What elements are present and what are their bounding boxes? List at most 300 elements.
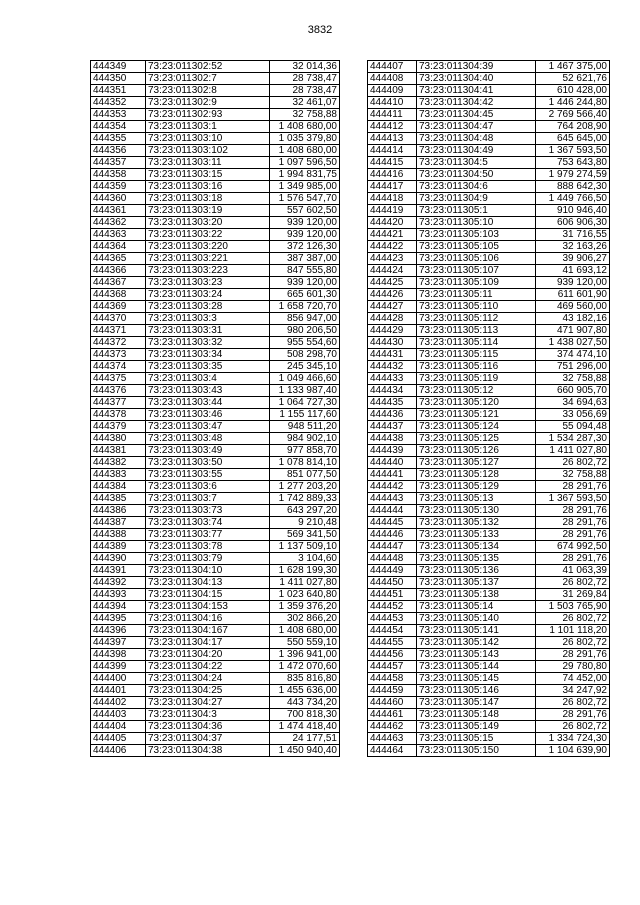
row-number: 444397: [91, 637, 146, 649]
cadastral-number: 73:23:011303:77: [146, 529, 270, 541]
row-number: 444442: [368, 481, 417, 493]
table-row: [368, 109, 610, 121]
table-row: [91, 337, 340, 349]
cadastral-value: 1 155 117,60: [270, 409, 340, 421]
table-row: [91, 61, 340, 73]
row-number: 444427: [368, 301, 417, 313]
table-row: [91, 193, 340, 205]
cadastral-value: 569 341,50: [270, 529, 340, 541]
cadastral-number: 73:23:011303:19: [146, 205, 270, 217]
row-number: 444424: [368, 265, 417, 277]
cadastral-number: 73:23:011303:7: [146, 493, 270, 505]
table-row: [91, 733, 340, 745]
cadastral-value: 955 554,60: [270, 337, 340, 349]
row-number: 444401: [91, 685, 146, 697]
row-number: 444413: [368, 133, 417, 145]
cadastral-number: 73:23:011303:20: [146, 217, 270, 229]
cadastral-value: 1 133 987,40: [270, 385, 340, 397]
row-number: 444404: [91, 721, 146, 733]
cadastral-value: 948 511,20: [270, 421, 340, 433]
cadastral-value: 32 758,88: [536, 373, 610, 385]
table-row: [91, 397, 340, 409]
table-row: [368, 577, 610, 589]
cadastral-number: 73:23:011302:93: [146, 109, 270, 121]
cadastral-value: 910 946,40: [536, 205, 610, 217]
row-number: 444433: [368, 373, 417, 385]
table-row: [91, 349, 340, 361]
row-number: 444416: [368, 169, 417, 181]
cadastral-number: 73:23:011303:102: [146, 145, 270, 157]
cadastral-number: 73:23:011304:22: [146, 661, 270, 673]
cadastral-value: 1 023 640,80: [270, 589, 340, 601]
row-number: 444420: [368, 217, 417, 229]
table-row: [91, 553, 340, 565]
row-number: 444352: [91, 97, 146, 109]
row-number: 444387: [91, 517, 146, 529]
cadastral-number: 73:23:011303:16: [146, 181, 270, 193]
row-number: 444408: [368, 73, 417, 85]
row-number: 444381: [91, 445, 146, 457]
row-number: 444378: [91, 409, 146, 421]
cadastral-value: 1 455 636,00: [270, 685, 340, 697]
cadastral-number: 73:23:011305:113: [417, 325, 536, 337]
table-row: [368, 121, 610, 133]
table-row: [368, 649, 610, 661]
row-number: 444461: [368, 709, 417, 721]
table-row: [91, 625, 340, 637]
cadastral-number: 73:23:011303:28: [146, 301, 270, 313]
cadastral-number: 73:23:011304:6: [417, 181, 536, 193]
cadastral-value: 1 101 118,20: [536, 625, 610, 637]
cadastral-value: 31 269,84: [536, 589, 610, 601]
cadastral-number: 73:23:011305:146: [417, 685, 536, 697]
row-number: 444410: [368, 97, 417, 109]
cadastral-value: 610 428,00: [536, 85, 610, 97]
row-number: 444389: [91, 541, 146, 553]
cadastral-number: 73:23:011302:7: [146, 73, 270, 85]
table-row: [91, 133, 340, 145]
table-row: [91, 517, 340, 529]
row-number: 444456: [368, 649, 417, 661]
row-number: 444412: [368, 121, 417, 133]
table-row: [91, 433, 340, 445]
row-number: 444406: [91, 745, 146, 757]
cadastral-number: 73:23:011303:31: [146, 325, 270, 337]
cadastral-value: 1 450 940,40: [270, 745, 340, 757]
cadastral-number: 73:23:011303:79: [146, 553, 270, 565]
cadastral-number: 73:23:011305:124: [417, 421, 536, 433]
cadastral-value: 1 411 027,80: [270, 577, 340, 589]
cadastral-number: 73:23:011305:142: [417, 637, 536, 649]
table-row: [91, 289, 340, 301]
row-number: 444417: [368, 181, 417, 193]
cadastral-number: 73:23:011304:5: [417, 157, 536, 169]
row-number: 444429: [368, 325, 417, 337]
cadastral-number: 73:23:011305:129: [417, 481, 536, 493]
table-row: [91, 493, 340, 505]
cadastral-value: 443 734,20: [270, 697, 340, 709]
row-number: 444367: [91, 277, 146, 289]
row-number: 444447: [368, 541, 417, 553]
table-row: [91, 457, 340, 469]
cadastral-value: 28 291,76: [536, 481, 610, 493]
row-number: 444361: [91, 205, 146, 217]
cadastral-value: 1 078 814,10: [270, 457, 340, 469]
table-row: [368, 73, 610, 85]
cadastral-value: 1 367 593,50: [536, 493, 610, 505]
row-number: 444384: [91, 481, 146, 493]
cadastral-value: 977 858,70: [270, 445, 340, 457]
cadastral-value: 1 064 727,30: [270, 397, 340, 409]
cadastral-value: 471 907,80: [536, 325, 610, 337]
cadastral-number: 73:23:011305:103: [417, 229, 536, 241]
row-number: 444364: [91, 241, 146, 253]
cadastral-value: 1 359 376,20: [270, 601, 340, 613]
row-number: 444439: [368, 445, 417, 457]
row-number: 444355: [91, 133, 146, 145]
table-row: [368, 325, 610, 337]
cadastral-value: 34 694,63: [536, 397, 610, 409]
row-number: 444372: [91, 337, 146, 349]
row-number: 444360: [91, 193, 146, 205]
row-number: 444376: [91, 385, 146, 397]
cadastral-value: 387 387,00: [270, 253, 340, 265]
cadastral-value: 469 560,00: [536, 301, 610, 313]
cadastral-number: 73:23:011303:1: [146, 121, 270, 133]
row-number: 444460: [368, 697, 417, 709]
cadastral-value: 1 277 203,20: [270, 481, 340, 493]
table-row: [91, 697, 340, 709]
row-number: 444383: [91, 469, 146, 481]
table-row: [91, 265, 340, 277]
table-row: [91, 589, 340, 601]
table-row: [91, 637, 340, 649]
row-number: 444435: [368, 397, 417, 409]
cadastral-number: 73:23:011305:150: [417, 745, 536, 757]
cadastral-number: 73:23:011303:4: [146, 373, 270, 385]
cadastral-number: 73:23:011303:10: [146, 133, 270, 145]
table-row: [368, 265, 610, 277]
cadastral-number: 73:23:011305:145: [417, 673, 536, 685]
row-number: 444409: [368, 85, 417, 97]
cadastral-number: 73:23:011303:32: [146, 337, 270, 349]
row-number: 444414: [368, 145, 417, 157]
table-row: [91, 325, 340, 337]
cadastral-number: 73:23:011303:48: [146, 433, 270, 445]
cadastral-number: 73:23:011305:149: [417, 721, 536, 733]
cadastral-value: 856 947,00: [270, 313, 340, 325]
cadastral-value: 1 367 593,50: [536, 145, 610, 157]
table-row: [368, 397, 610, 409]
row-number: 444368: [91, 289, 146, 301]
row-number: 444395: [91, 613, 146, 625]
row-number: 444390: [91, 553, 146, 565]
cadastral-value: 374 474,10: [536, 349, 610, 361]
row-number: 444444: [368, 505, 417, 517]
cadastral-value: 24 177,51: [270, 733, 340, 745]
cadastral-number: 73:23:011303:74: [146, 517, 270, 529]
row-number: 444436: [368, 409, 417, 421]
cadastral-number: 73:23:011304:45: [417, 109, 536, 121]
cadastral-number: 73:23:011304:20: [146, 649, 270, 661]
table-row: [91, 253, 340, 265]
row-number: 444363: [91, 229, 146, 241]
cadastral-value: 28 291,76: [536, 529, 610, 541]
cadastral-number: 73:23:011305:1: [417, 205, 536, 217]
row-number: 444440: [368, 457, 417, 469]
cadastral-value: 851 077,50: [270, 469, 340, 481]
table-row: [368, 337, 610, 349]
row-number: 444350: [91, 73, 146, 85]
cadastral-number: 73:23:011304:41: [417, 85, 536, 97]
cadastral-number: 73:23:011303:44: [146, 397, 270, 409]
row-number: 444443: [368, 493, 417, 505]
table-row: [91, 241, 340, 253]
table-row: [368, 661, 610, 673]
cadastral-number: 73:23:011305:132: [417, 517, 536, 529]
table-row: [368, 61, 610, 73]
cadastral-number: 73:23:011305:133: [417, 529, 536, 541]
cadastral-number: 73:23:011305:140: [417, 613, 536, 625]
cadastral-value: 28 291,76: [536, 553, 610, 565]
row-number: 444432: [368, 361, 417, 373]
row-number: 444356: [91, 145, 146, 157]
cadastral-number: 73:23:011304:9: [417, 193, 536, 205]
table-row: [91, 217, 340, 229]
row-number: 444393: [91, 589, 146, 601]
cadastral-value: 32 758,88: [270, 109, 340, 121]
cadastral-number: 73:23:011304:50: [417, 169, 536, 181]
row-number: 444392: [91, 577, 146, 589]
cadastral-value: 1 438 027,50: [536, 337, 610, 349]
cadastral-value: 2 769 566,40: [536, 109, 610, 121]
row-number: 444425: [368, 277, 417, 289]
table-row: [368, 625, 610, 637]
cadastral-number: 73:23:011304:153: [146, 601, 270, 613]
table-row: [368, 169, 610, 181]
table-row: [368, 613, 610, 625]
cadastral-number: 73:23:011303:223: [146, 265, 270, 277]
row-number: 444458: [368, 673, 417, 685]
table-row: [368, 289, 610, 301]
cadastral-number: 73:23:011305:13: [417, 493, 536, 505]
table-row: [368, 385, 610, 397]
table-row: [368, 553, 610, 565]
cadastral-value: 606 906,30: [536, 217, 610, 229]
cadastral-number: 73:23:011304:167: [146, 625, 270, 637]
row-number: 444403: [91, 709, 146, 721]
row-number: 444448: [368, 553, 417, 565]
cadastral-number: 73:23:011303:15: [146, 169, 270, 181]
row-number: 444366: [91, 265, 146, 277]
table-row: [368, 349, 610, 361]
table-row: [368, 229, 610, 241]
cadastral-value: 1 446 244,80: [536, 97, 610, 109]
row-number: 444430: [368, 337, 417, 349]
table-row: [91, 445, 340, 457]
table-row: [368, 673, 610, 685]
cadastral-value: 1 408 680,00: [270, 121, 340, 133]
cadastral-value: 1 104 639,90: [536, 745, 610, 757]
cadastral-number: 73:23:011305:144: [417, 661, 536, 673]
row-number: 444379: [91, 421, 146, 433]
cadastral-value: 26 802,72: [536, 637, 610, 649]
cadastral-number: 73:23:011304:13: [146, 577, 270, 589]
table-row: [91, 181, 340, 193]
table-row: [368, 469, 610, 481]
left-register-table: [90, 60, 340, 757]
cadastral-number: 73:23:011305:112: [417, 313, 536, 325]
table-row: [91, 673, 340, 685]
cadastral-number: 73:23:011304:27: [146, 697, 270, 709]
cadastral-value: 674 992,50: [536, 541, 610, 553]
row-number: 444419: [368, 205, 417, 217]
cadastral-number: 73:23:011305:10: [417, 217, 536, 229]
table-row: [91, 109, 340, 121]
row-number: 444449: [368, 565, 417, 577]
cadastral-value: 28 291,76: [536, 649, 610, 661]
table-row: [368, 529, 610, 541]
cadastral-number: 73:23:011305:148: [417, 709, 536, 721]
table-row: [368, 421, 610, 433]
row-number: 444365: [91, 253, 146, 265]
cadastral-number: 73:23:011305:130: [417, 505, 536, 517]
table-row: [91, 649, 340, 661]
cadastral-number: 73:23:011304:38: [146, 745, 270, 757]
cadastral-number: 73:23:011304:48: [417, 133, 536, 145]
cadastral-value: 1 503 765,90: [536, 601, 610, 613]
row-number: 444373: [91, 349, 146, 361]
cadastral-number: 73:23:011303:73: [146, 505, 270, 517]
cadastral-value: 1 658 720,70: [270, 301, 340, 313]
cadastral-value: 3 104,60: [270, 553, 340, 565]
cadastral-number: 73:23:011305:128: [417, 469, 536, 481]
cadastral-number: 73:23:011305:141: [417, 625, 536, 637]
row-number: 444359: [91, 181, 146, 193]
cadastral-value: 751 296,00: [536, 361, 610, 373]
row-number: 444431: [368, 349, 417, 361]
cadastral-value: 1 534 287,30: [536, 433, 610, 445]
cadastral-value: 611 601,90: [536, 289, 610, 301]
cadastral-value: 1 408 680,00: [270, 145, 340, 157]
table-row: [368, 157, 610, 169]
table-row: [91, 121, 340, 133]
cadastral-number: 73:23:011303:46: [146, 409, 270, 421]
cadastral-number: 73:23:011305:11: [417, 289, 536, 301]
row-number: 444402: [91, 697, 146, 709]
cadastral-number: 73:23:011305:14: [417, 601, 536, 613]
cadastral-value: 245 345,10: [270, 361, 340, 373]
table-row: [368, 373, 610, 385]
table-row: [368, 361, 610, 373]
cadastral-value: 665 601,30: [270, 289, 340, 301]
cadastral-value: 28 291,76: [536, 709, 610, 721]
cadastral-number: 73:23:011303:47: [146, 421, 270, 433]
table-row: [368, 721, 610, 733]
cadastral-number: 73:23:011304:25: [146, 685, 270, 697]
cadastral-value: 888 642,30: [536, 181, 610, 193]
row-number: 444380: [91, 433, 146, 445]
row-number: 444370: [91, 313, 146, 325]
cadastral-value: 1 472 070,60: [270, 661, 340, 673]
row-number: 444358: [91, 169, 146, 181]
cadastral-value: 34 247,92: [536, 685, 610, 697]
table-row: [91, 373, 340, 385]
table-row: [91, 745, 340, 757]
cadastral-number: 73:23:011305:126: [417, 445, 536, 457]
table-row: [368, 145, 610, 157]
cadastral-number: 73:23:011304:40: [417, 73, 536, 85]
cadastral-number: 73:23:011305:143: [417, 649, 536, 661]
row-number: 444349: [91, 61, 146, 73]
row-number: 444464: [368, 745, 417, 757]
row-number: 444400: [91, 673, 146, 685]
cadastral-value: 9 210,48: [270, 517, 340, 529]
row-number: 444394: [91, 601, 146, 613]
row-number: 444418: [368, 193, 417, 205]
row-number: 444391: [91, 565, 146, 577]
table-row: [91, 601, 340, 613]
cadastral-number: 73:23:011303:50: [146, 457, 270, 469]
cadastral-value: 29 780,80: [536, 661, 610, 673]
cadastral-value: 26 802,72: [536, 697, 610, 709]
cadastral-value: 1 994 831,75: [270, 169, 340, 181]
cadastral-value: 1 449 766,50: [536, 193, 610, 205]
cadastral-number: 73:23:011303:55: [146, 469, 270, 481]
row-number: 444388: [91, 529, 146, 541]
cadastral-value: 26 802,72: [536, 577, 610, 589]
cadastral-number: 73:23:011305:114: [417, 337, 536, 349]
row-number: 444452: [368, 601, 417, 613]
cadastral-number: 73:23:011303:22: [146, 229, 270, 241]
table-row: [368, 97, 610, 109]
cadastral-value: 32 014,36: [270, 61, 340, 73]
row-number: 444455: [368, 637, 417, 649]
cadastral-number: 73:23:011305:105: [417, 241, 536, 253]
cadastral-value: 1 097 596,50: [270, 157, 340, 169]
cadastral-value: 1 411 027,80: [536, 445, 610, 457]
table-row: [368, 181, 610, 193]
cadastral-value: 980 206,50: [270, 325, 340, 337]
table-row: [91, 313, 340, 325]
table-row: [91, 541, 340, 553]
table-row: [91, 97, 340, 109]
cadastral-number: 73:23:011304:37: [146, 733, 270, 745]
cadastral-number: 73:23:011304:39: [417, 61, 536, 73]
right-register-table: [367, 60, 610, 757]
cadastral-number: 73:23:011303:49: [146, 445, 270, 457]
table-row: [368, 301, 610, 313]
row-number: 444407: [368, 61, 417, 73]
cadastral-number: 73:23:011303:18: [146, 193, 270, 205]
cadastral-value: 1 137 509,10: [270, 541, 340, 553]
table-row: [91, 685, 340, 697]
row-number: 444437: [368, 421, 417, 433]
row-number: 444351: [91, 85, 146, 97]
cadastral-value: 764 208,90: [536, 121, 610, 133]
row-number: 444426: [368, 289, 417, 301]
cadastral-number: 73:23:011303:78: [146, 541, 270, 553]
table-row: [91, 565, 340, 577]
row-number: 444446: [368, 529, 417, 541]
cadastral-number: 73:23:011304:16: [146, 613, 270, 625]
cadastral-number: 73:23:011304:15: [146, 589, 270, 601]
cadastral-value: 43 182,16: [536, 313, 610, 325]
cadastral-number: 73:23:011305:135: [417, 553, 536, 565]
cadastral-number: 73:23:011305:12: [417, 385, 536, 397]
cadastral-value: 939 120,00: [270, 277, 340, 289]
table-row: [91, 721, 340, 733]
